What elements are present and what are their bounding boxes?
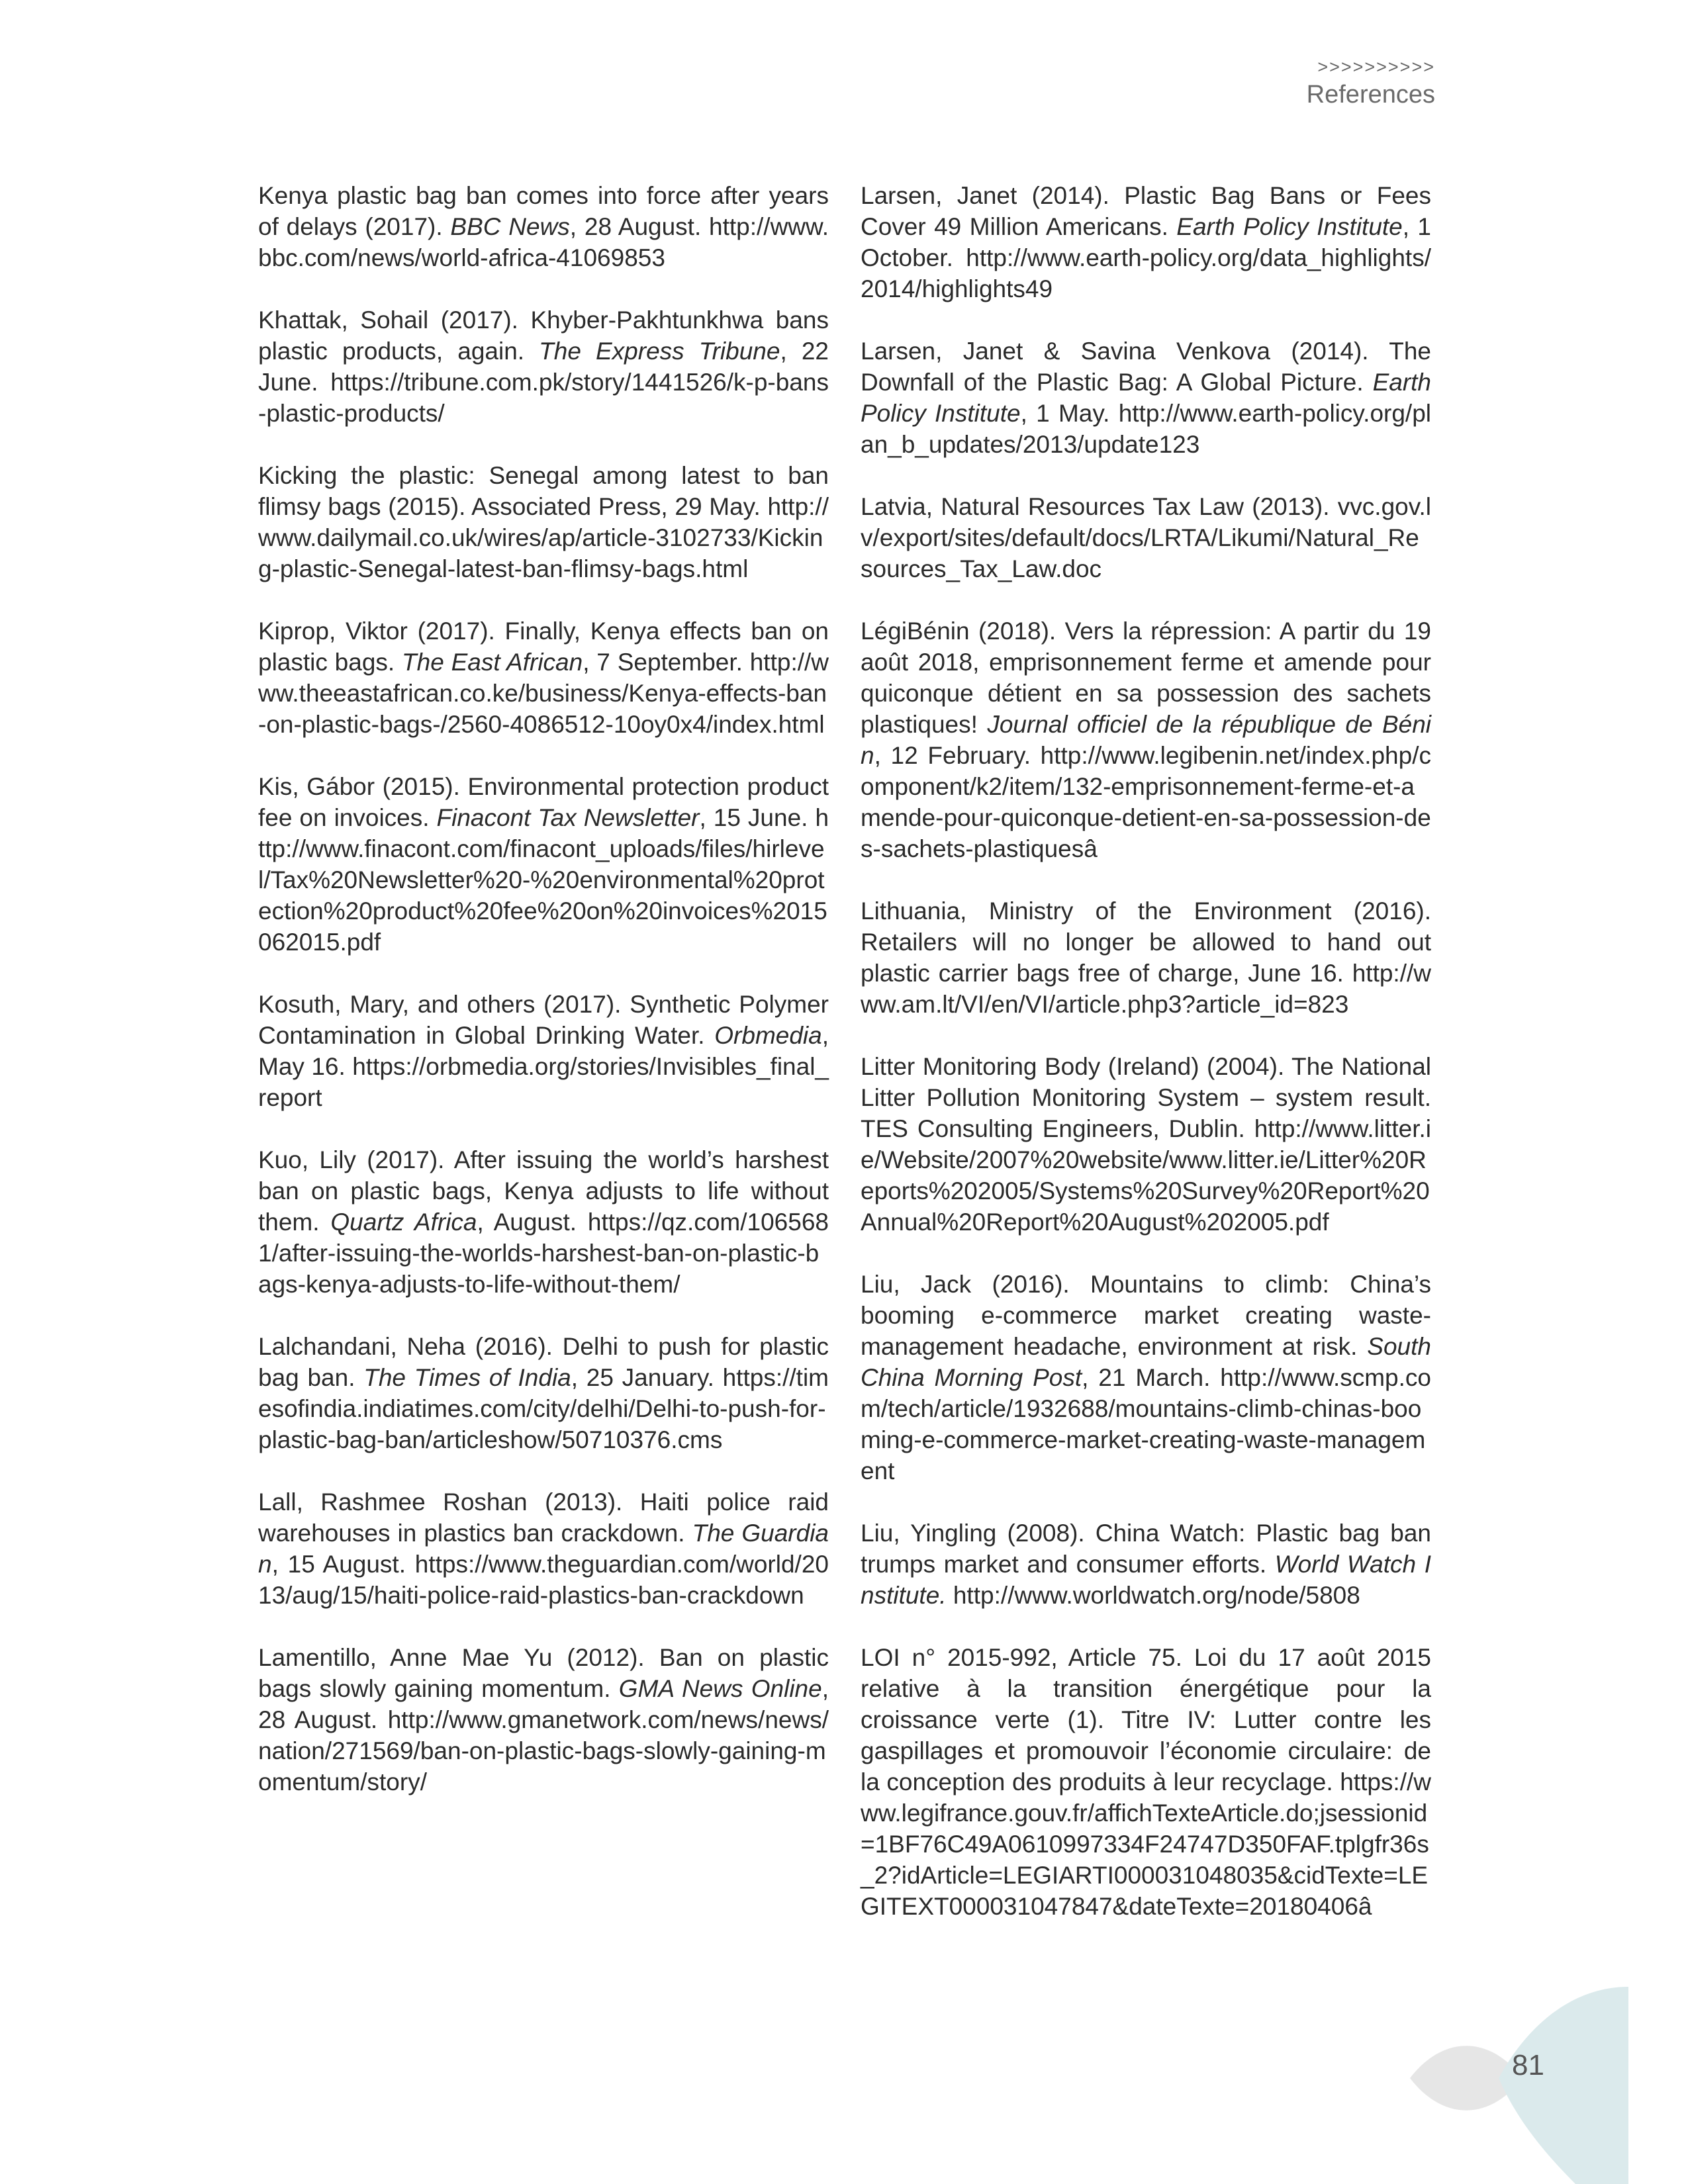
header-title: References [1306,81,1435,109]
reference-date: , 7 September. [583,649,750,676]
reference-entry [258,615,829,740]
reference-date: , 21 March. [1082,1364,1221,1391]
reference-entry [861,1518,1431,1611]
reference-date: , 1 May. [1020,400,1119,427]
reference-text: Kicking the plastic: Senegal among latest to ban flimsy bags (2015). Associated Press, 29 May. [258,462,829,520]
reference-text: Liu, Jack (2016). Mountains to climb: China’s booming e-commerce market creating waste-management headache, environment at risk. [861,1271,1431,1360]
reference-entry [258,1486,829,1611]
reference-date: , 1 October. [861,213,1432,271]
reference-date: , 25 January. [571,1364,723,1391]
reference-url[interactable]: http://www.litter.ie/Website/2007%20website/www.litter.ie/Litter%20Reports%202005/Systems%20Survey%20Report%20Annual%20Report%20August%202005.pdf [861,1115,1431,1236]
reference-url[interactable]: https://timesofindia.indiatimes.com/city/delhi/Delhi-to-push-for-plastic-bag-ban/articleshow/50710376.cms [258,1364,829,1453]
reference-text: Liu, Yingling (2008). China Watch: Plastic bag ban trumps market and consumer efforts. [861,1520,1431,1578]
reference-text: Khattak, Sohail (2017). Khyber-Pakhtunkhwa bans plastic products, again. [258,306,829,365]
reference-source-title: The Guardian [258,1520,829,1578]
reference-url[interactable]: http://www.dailymail.co.uk/wires/ap/article-3102733/Kicking-plastic-Senegal-latest-ban-flimsy-bags.html [258,493,829,582]
reference-entry [861,180,1431,304]
reference-date: , 15 August. [271,1551,415,1578]
reference-source-title: World Watch Institute. [861,1551,1431,1609]
reference-date [947,1582,953,1609]
reference-url[interactable]: http://www.worldwatch.org/node/5808 [953,1582,1360,1609]
reference-source-title: GMA News Online [618,1675,822,1702]
reference-date: , 12 February. [874,742,1041,769]
reference-text: Larsen, Janet (2014). Plastic Bag Bans or Fees Cover 49 Million Americans. [861,182,1431,240]
reference-url[interactable]: https://www.legifrance.gouv.fr/affichTexteArticle.do;jsessionid=1BF76C49A0610997334F24747D350FAF.tplgfr36s_2?idArticle=LEGIARTI000031048035&cidTexte=LEGITEXT000031047847&dateTexte=20180406â [861,1768,1431,1920]
reference-source-title: The East African [402,649,583,676]
reference-date: , August. [477,1208,588,1236]
running-header [1307,56,1435,111]
reference-text: Lall, Rashmee Roshan (2013). Haiti police raid warehouses in plastics ban crackdown. [258,1488,829,1547]
reference-entry [861,1642,1431,1922]
corner-leaf-decoration [1410,1972,1688,2184]
reference-source-title: BBC News [450,213,570,240]
reference-url[interactable]: http://www.legibenin.net/index.php/component/k2/item/132-emprisonnement-ferme-et-amende-pour-quiconque-detient-en-sa-possession-des-sachets-plastiquesâ [861,742,1431,862]
reference-text: Kosuth, Mary, and others (2017). Synthetic Polymer Contamination in Global Drinking Water. [258,991,829,1049]
reference-entry [258,304,829,429]
reference-entry [258,180,829,273]
reference-entry [258,1331,829,1455]
reference-text: Lithuania, Ministry of the Environment (2016). Retailers will no longer be allowed to hand out plastic carrier bags free of charge, June 16. [861,897,1431,987]
reference-url[interactable]: https://orbmedia.org/stories/Invisibles_final_report [258,1053,829,1111]
reference-date: , May 16. [258,1022,829,1080]
reference-text: Latvia, Natural Resources Tax Law (2013). [861,493,1338,520]
reference-entry [861,895,1431,1020]
reference-date: , 22 June. [258,338,829,396]
reference-text: LOI n° 2015-992, Article 75. Loi du 17 août 2015 relative à la transition énergétique pour la croissance verte (1). Titre IV: Lutter contre les gaspillages et promouvoir l’économie circulaire: de la conception des produits à leur recyclage. [861,1644,1431,1796]
reference-date: , 28 August. [569,213,710,240]
reference-url[interactable]: http://www.theeastafrican.co.ke/business/Kenya-effects-ban-on-plastic-bags-/2560-4086512-10oy0x4/index.html [258,649,829,738]
reference-url[interactable]: https://www.theguardian.com/world/2013/aug/15/haiti-police-raid-plastics-ban-crackdown [258,1551,829,1609]
reference-source-title: Earth Policy Institute [1176,213,1403,240]
reference-entry [258,989,829,1113]
reference-source-title: The Times of India [363,1364,571,1391]
reference-url[interactable]: https://qz.com/1065681/after-issuing-the-worlds-harshest-ban-on-plastic-bags-kenya-adjusts-to-life-without-them/ [258,1208,829,1298]
reference-entry [861,1051,1431,1238]
reference-text: Kuo, Lily (2017). After issuing the world’s harshest ban on plastic bags, Kenya adjusts to life without them. [258,1146,829,1236]
teal-leaf-shape [1499,1987,1628,2184]
reference-text: Kis, Gábor (2015). Environmental protection product fee on invoices. [258,773,829,831]
reference-entry [258,771,829,958]
reference-text: Litter Monitoring Body (Ireland) (2004). The National Litter Pollution Monitoring System – system result. TES Consulting Engineers, Dublin. [861,1053,1431,1142]
reference-source-title: South China Morning Post [861,1333,1431,1391]
reference-source-title: The Express Tribune [539,338,780,365]
reference-source-title: Quartz Africa [330,1208,477,1236]
reference-url[interactable]: http://www.gmanetwork.com/news/news/nation/271569/ban-on-plastic-bags-slowly-gaining-momentum/story/ [258,1706,829,1796]
reference-entry [861,615,1431,864]
reference-source-title: Journal officiel de la république de Bénin [861,711,1432,769]
reference-text: Kenya plastic bag ban comes into force after years of delays (2017). [258,182,829,240]
reference-date: , 28 August. [258,1675,829,1733]
reference-entry [258,1144,829,1300]
reference-url[interactable]: http://www.earth-policy.org/data_highlights/2014/highlights49 [861,244,1431,302]
header-arrows: >>>>>>>>>> [1317,57,1435,77]
reference-text: Larsen, Janet & Savina Venkova (2014). The Downfall of the Plastic Bag: A Global Picture. [861,338,1431,396]
reference-url[interactable]: http://www.bbc.com/news/world-africa-41069853 [258,213,829,271]
reference-entry [861,491,1431,584]
reference-source-title: Finacont Tax Newsletter [436,804,700,831]
references-right-column [861,180,1431,1953]
reference-url[interactable]: http://www.finacont.com/finacont_uploads/files/hirlevel/Tax%20Newsletter%20-%20environmental%20protection%20product%20fee%20on%20invoices%2015062015.pdf [258,804,829,956]
reference-url[interactable]: vvc.gov.lv/export/sites/default/docs/LRTA/Likumi/Natural_Resources_Tax_Law.doc [861,493,1431,582]
reference-text: LégiBénin (2018). Vers la répression: A partir du 19 août 2018, emprisonnement ferme et amende pour quiconque détient en sa possession des sachets plastiques! [861,617,1431,738]
reference-url[interactable]: http://www.am.lt/VI/en/VI/article.php3?article_id=823 [861,960,1431,1018]
reference-url[interactable]: http://www.scmp.com/tech/article/1932688/mountains-climb-chinas-booming-e-commerce-market-creating-waste-management [861,1364,1431,1484]
references-left-column [258,180,829,1829]
reference-entry [258,460,829,584]
reference-url[interactable]: https://tribune.com.pk/story/1441526/k-p-bans-plastic-products/ [258,369,829,427]
reference-text: Lalchandani, Neha (2016). Delhi to push for plastic bag ban. [258,1333,829,1391]
reference-entry [861,1269,1431,1486]
reference-source-title: Earth Policy Institute [861,369,1431,427]
reference-entry [861,336,1431,460]
reference-text: Kiprop, Viktor (2017). Finally, Kenya effects ban on plastic bags. [258,617,829,676]
reference-source-title: Orbmedia [714,1022,822,1049]
reference-date: , 15 June. [699,804,816,831]
reference-url[interactable]: http://www.earth-policy.org/plan_b_updates/2013/update123 [861,400,1431,458]
reference-entry [258,1642,829,1797]
reference-text: Lamentillo, Anne Mae Yu (2012). Ban on plastic bags slowly gaining momentum. [258,1644,829,1702]
page-number: 81 [1512,2049,1544,2081]
